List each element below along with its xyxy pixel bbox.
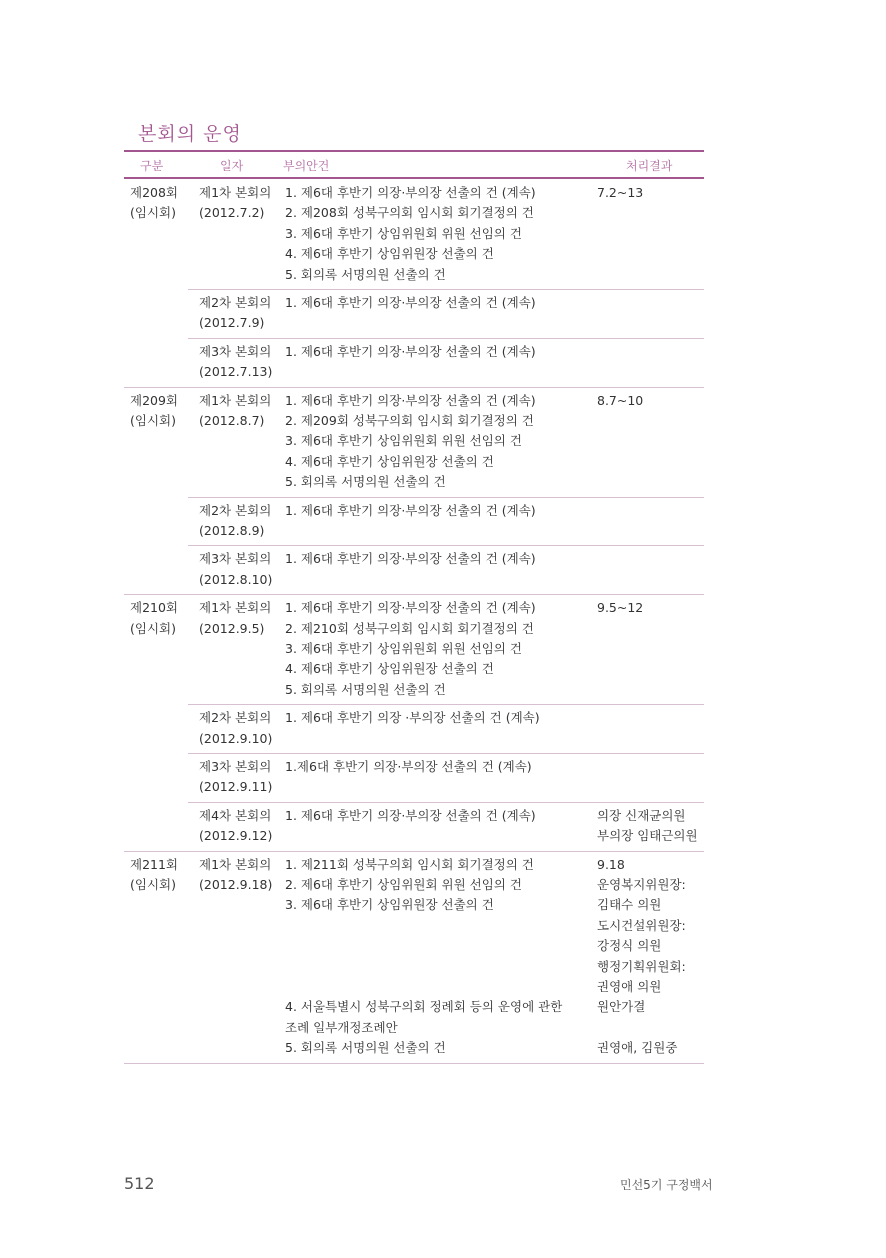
meeting-label: 제1차 본회의 <box>199 600 272 616</box>
session-type: (임시회) <box>130 413 176 428</box>
agenda-item: 1. 제6대 후반기 의장·부의장 선출의 건 (계속) <box>285 392 536 408</box>
session-divider <box>124 851 704 852</box>
meeting-date: (2012.9.11) <box>199 779 273 795</box>
meeting-date: (2012.9.10) <box>199 730 273 746</box>
session-name: 제210회 <box>130 600 179 616</box>
agenda-item: 조례 일부개정조례안 <box>285 1019 398 1035</box>
meeting-date: (2012.9.5) <box>199 620 265 636</box>
agenda-item: 1. 제6대 후반기 의장·부의장 선출의 건 (계속) <box>285 502 536 518</box>
page-number: 512 <box>124 1174 155 1193</box>
header-rule <box>124 177 704 179</box>
agenda-item: 3. 제6대 후반기 상임위원회 위원 선임의 건 <box>285 433 522 449</box>
meeting-date: (2012.7.2) <box>199 205 265 221</box>
meeting-divider <box>188 802 704 803</box>
result-text: 권영애, 김원중 <box>597 1040 678 1056</box>
meeting-date: (2012.7.9) <box>199 315 265 331</box>
agenda-item: 5. 회의록 서명의원 선출의 건 <box>285 266 446 282</box>
session-type: (임시회) <box>130 620 176 636</box>
meeting-label: 제3차 본회의 <box>199 343 272 359</box>
meeting-label: 제1차 본회의 <box>199 856 272 872</box>
meeting-divider <box>188 704 704 705</box>
meeting-date: (2012.9.12) <box>199 828 273 844</box>
agenda-item: 1.제6대 후반기 의장·부의장 선출의 건 (계속) <box>285 759 532 774</box>
meeting-label: 제1차 본회의 <box>199 392 272 408</box>
agenda-item: 5. 회의록 서명의원 선출의 건 <box>285 474 446 490</box>
session-divider <box>124 1063 704 1064</box>
result-text: 7.2~13 <box>597 185 644 200</box>
meeting-date: (2012.8.10) <box>199 571 273 587</box>
meeting-date: (2012.8.9) <box>199 523 265 538</box>
title-rule <box>124 150 704 152</box>
agenda-item: 4. 제6대 후반기 상임위원장 선출의 건 <box>285 453 494 469</box>
agenda-item: 1. 제6대 후반기 의장·부의장 선출의 건 (계속) <box>285 343 536 359</box>
meeting-divider <box>188 497 704 498</box>
agenda-item: 2. 제6대 후반기 상임위원회 위원 선임의 건 <box>285 877 522 892</box>
section-title: 본회의 운영 <box>138 123 242 145</box>
agenda-item: 4. 서울특별시 성북구의회 정례회 등의 운영에 관한 <box>285 999 563 1015</box>
session-type: (임시회) <box>130 205 176 221</box>
meeting-label: 제1차 본회의 <box>199 185 272 200</box>
meeting-label: 제2차 본회의 <box>199 710 272 726</box>
meeting-label: 제2차 본회의 <box>199 502 272 518</box>
meeting-label: 제2차 본회의 <box>199 295 272 310</box>
header-category: 구분 <box>140 159 164 173</box>
result-text: 부의장 임태근의원 <box>597 828 698 844</box>
result-text: 운영복지위원장: <box>597 877 686 892</box>
meeting-date: (2012.8.7) <box>199 413 265 428</box>
agenda-item: 1. 제211회 성북구의회 임시회 회기결정의 건 <box>285 856 534 872</box>
session-name: 제211회 <box>130 856 179 872</box>
meeting-label: 제4차 본회의 <box>199 807 272 823</box>
result-text: 권영애 의원 <box>597 979 662 994</box>
header-date: 일자 <box>220 159 244 173</box>
session-type: (임시회) <box>130 877 176 892</box>
agenda-item: 3. 제6대 후반기 상임위원장 선출의 건 <box>285 897 494 913</box>
result-text: 김태수 의원 <box>597 897 662 913</box>
result-text: 의장 신재균의원 <box>597 807 686 823</box>
header-result: 처리결과 <box>626 159 673 173</box>
agenda-item: 2. 제210회 성북구의회 임시회 회기결정의 건 <box>285 620 534 636</box>
session-divider <box>124 387 704 388</box>
agenda-item: 1. 제6대 후반기 의장·부의장 선출의 건 (계속) <box>285 185 536 200</box>
result-text: 9.18 <box>597 856 625 872</box>
agenda-item: 1. 제6대 후반기 의장·부의장 선출의 건 (계속) <box>285 295 536 310</box>
result-text: 8.7~10 <box>597 392 644 408</box>
agenda-item: 5. 회의록 서명의원 선출의 건 <box>285 1040 446 1056</box>
result-text: 9.5~12 <box>597 600 644 616</box>
meeting-label: 제3차 본회의 <box>199 551 272 567</box>
agenda-item: 4. 제6대 후반기 상임위원장 선출의 건 <box>285 661 494 677</box>
agenda-item: 3. 제6대 후반기 상임위원회 위원 선임의 건 <box>285 225 522 241</box>
result-text: 강정식 의원 <box>597 938 662 954</box>
meeting-date: (2012.9.18) <box>199 877 273 892</box>
agenda-item: 3. 제6대 후반기 상임위원회 위원 선임의 건 <box>285 641 522 656</box>
book-title: 민선5기 구정백서 <box>620 1178 713 1192</box>
agenda-item: 2. 제209회 성북구의회 임시회 회기결정의 건 <box>285 413 534 428</box>
result-text: 원안가결 <box>597 999 646 1015</box>
meeting-label: 제3차 본회의 <box>199 759 272 774</box>
session-name: 제208회 <box>130 185 179 200</box>
meeting-divider <box>188 753 704 754</box>
agenda-item: 1. 제6대 후반기 의장·부의장 선출의 건 (계속) <box>285 807 536 823</box>
result-text: 행정기획위원회: <box>597 958 686 974</box>
result-text: 도시건설위원장: <box>597 917 686 933</box>
agenda-item: 2. 제208회 성북구의회 임시회 회기결정의 건 <box>285 205 534 221</box>
agenda-item: 1. 제6대 후반기 의장·부의장 선출의 건 (계속) <box>285 551 536 567</box>
meeting-divider <box>188 545 704 546</box>
meeting-date: (2012.7.13) <box>199 364 273 380</box>
agenda-item: 4. 제6대 후반기 상임위원장 선출의 건 <box>285 246 494 262</box>
agenda-item: 1. 제6대 후반기 의장 ·부의장 선출의 건 (계속) <box>285 710 540 726</box>
meeting-divider <box>188 289 704 290</box>
agenda-item: 5. 회의록 서명의원 선출의 건 <box>285 681 446 697</box>
agenda-item: 1. 제6대 후반기 의장·부의장 선출의 건 (계속) <box>285 600 536 616</box>
header-agenda: 부의안건 <box>283 159 330 173</box>
meeting-divider <box>188 338 704 339</box>
session-divider <box>124 594 704 595</box>
session-name: 제209회 <box>130 392 179 408</box>
